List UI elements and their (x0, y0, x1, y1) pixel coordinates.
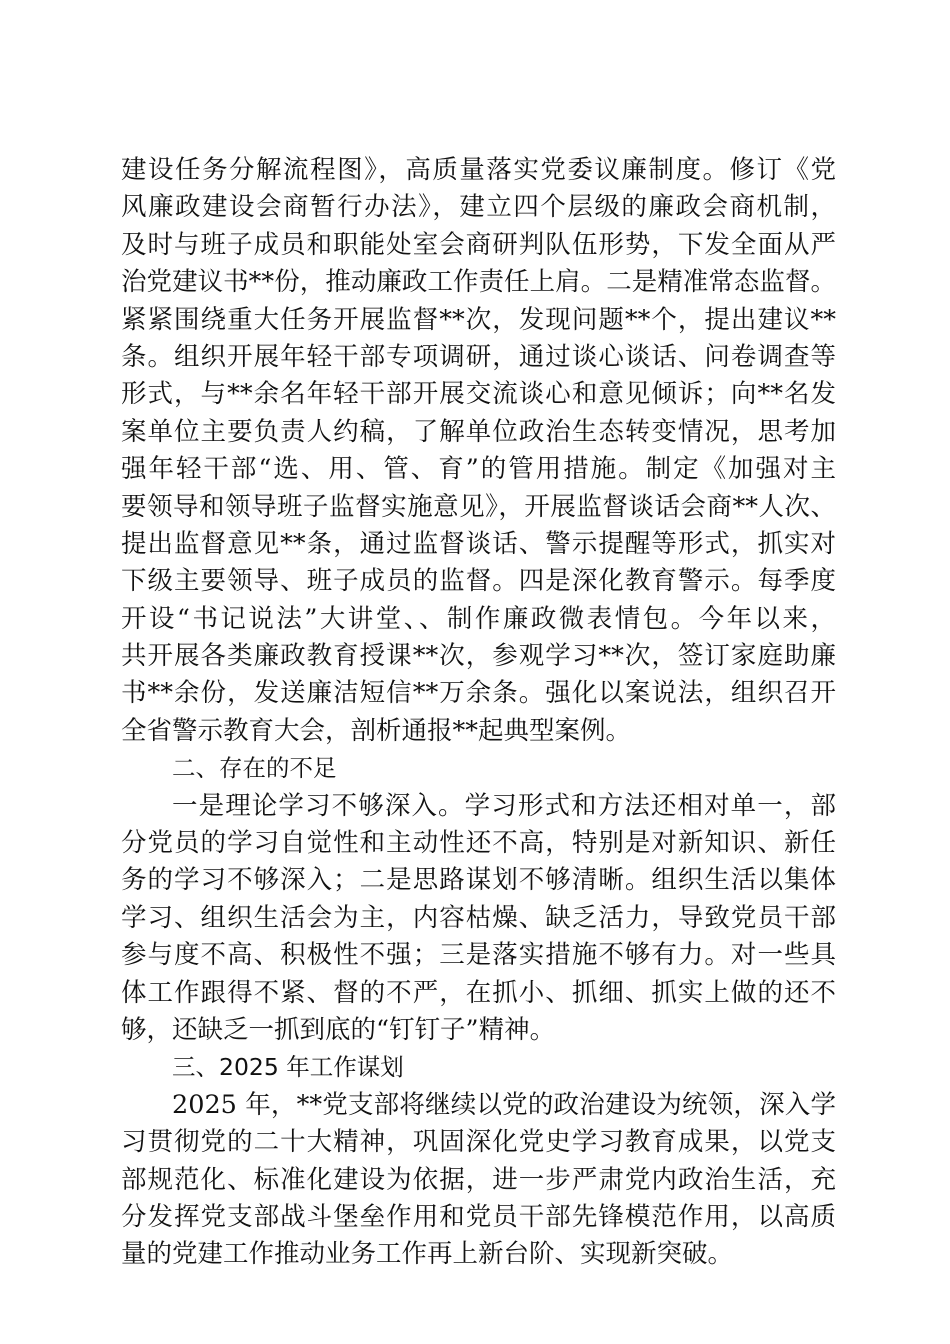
text-line: 2025 年，**党支部将继续以党的政治建设为统领，深入学 (172, 1089, 836, 1120)
text-line: 条。组织开展年轻干部专项调研，通过谈心谈话、问卷调查等 (121, 341, 836, 372)
text-line: 学习、组织生活会为主，内容枯燥、缺乏活力，导致党员干部 (121, 902, 836, 933)
text-line: 一是理论学习不够深入。学习形式和方法还相对单一，部 (172, 790, 836, 821)
text-line: 分党员的学习自觉性和主动性还不高，特别是对新知识、新任 (121, 828, 836, 859)
text-line: 共开展各类廉政教育授课**次，参观学习**次，签订家庭助廉 (121, 641, 836, 672)
text-line: 提出监督意见**条，通过监督谈话、警示提醒等形式，抓实对 (121, 528, 836, 559)
text-line: 量的党建工作推动业务工作再上新台阶、实现新突破。 (121, 1239, 734, 1270)
document-body (121, 152, 836, 1274)
text-line: 要领导和领导班子监督实施意见》，开展监督谈话会商**人次、 (121, 491, 836, 522)
text-line: 分发挥党支部战斗堡垒作用和党员干部先锋模范作用，以高质 (121, 1201, 836, 1232)
text-line: 够，还缺乏一抓到底的“钉钉子”精神。 (121, 1014, 556, 1045)
section-heading-shortcomings: 二、存在的不足 (172, 754, 337, 783)
text-line: 风廉政建设会商暂行办法》，建立四个层级的廉政会商机制， (121, 192, 836, 223)
text-line: 部规范化、标准化建设为依据，进一步严肃党内政治生活，充 (121, 1164, 836, 1195)
section-heading-work-plan: 三、2025 年工作谋划 (172, 1053, 404, 1082)
text-line: 形式，与**余名年轻干部开展交流谈心和意见倾诉；向**名发 (121, 379, 836, 410)
text-line: 紧紧围绕重大任务开展监督**次，发现问题**个，提出建议** (121, 304, 836, 335)
text-line: 务的学习不够深入；二是思路谋划不够清晰。组织生活以集体 (121, 865, 836, 896)
text-line: 体工作跟得不紧、督的不严，在抓小、抓细、抓实上做的还不 (121, 977, 836, 1008)
text-line: 全省警示教育大会，剖析通报**起典型案例。 (121, 715, 632, 746)
text-line: 参与度不高、积极性不强；三是落实措施不够有力。对一些具 (121, 940, 836, 971)
paragraph-supervision-work (121, 152, 836, 750)
text-line: 下级主要领导、班子成员的监督。四是深化教育警示。每季度 (121, 566, 836, 597)
text-line: 案单位主要负责人约稿，了解单位政治生态转变情况，思考加 (121, 416, 836, 447)
text-line: 治党建议书**份，推动廉政工作责任上肩。二是精准常态监督。 (121, 267, 836, 298)
text-line: 开设“书记说法”大讲堂、、制作廉政微表情包。今年以来， (121, 603, 836, 634)
text-line: 习贯彻党的二十大精神，巩固深化党史学习教育成果，以党支 (121, 1127, 836, 1158)
text-line: 及时与班子成员和职能处室会商研判队伍形势，下发全面从严 (121, 229, 836, 260)
paragraph-work-plan (121, 1087, 836, 1274)
text-line: 建设任务分解流程图》，高质量落实党委议廉制度。修订《党 (121, 155, 836, 185)
paragraph-shortcomings (121, 788, 836, 1050)
text-line: 书**余份，发送廉洁短信**万余条。强化以案说法，组织召开 (121, 678, 836, 709)
text-line: 强年轻干部“选、用、管、育”的管用措施。制定《加强对主 (121, 454, 836, 485)
